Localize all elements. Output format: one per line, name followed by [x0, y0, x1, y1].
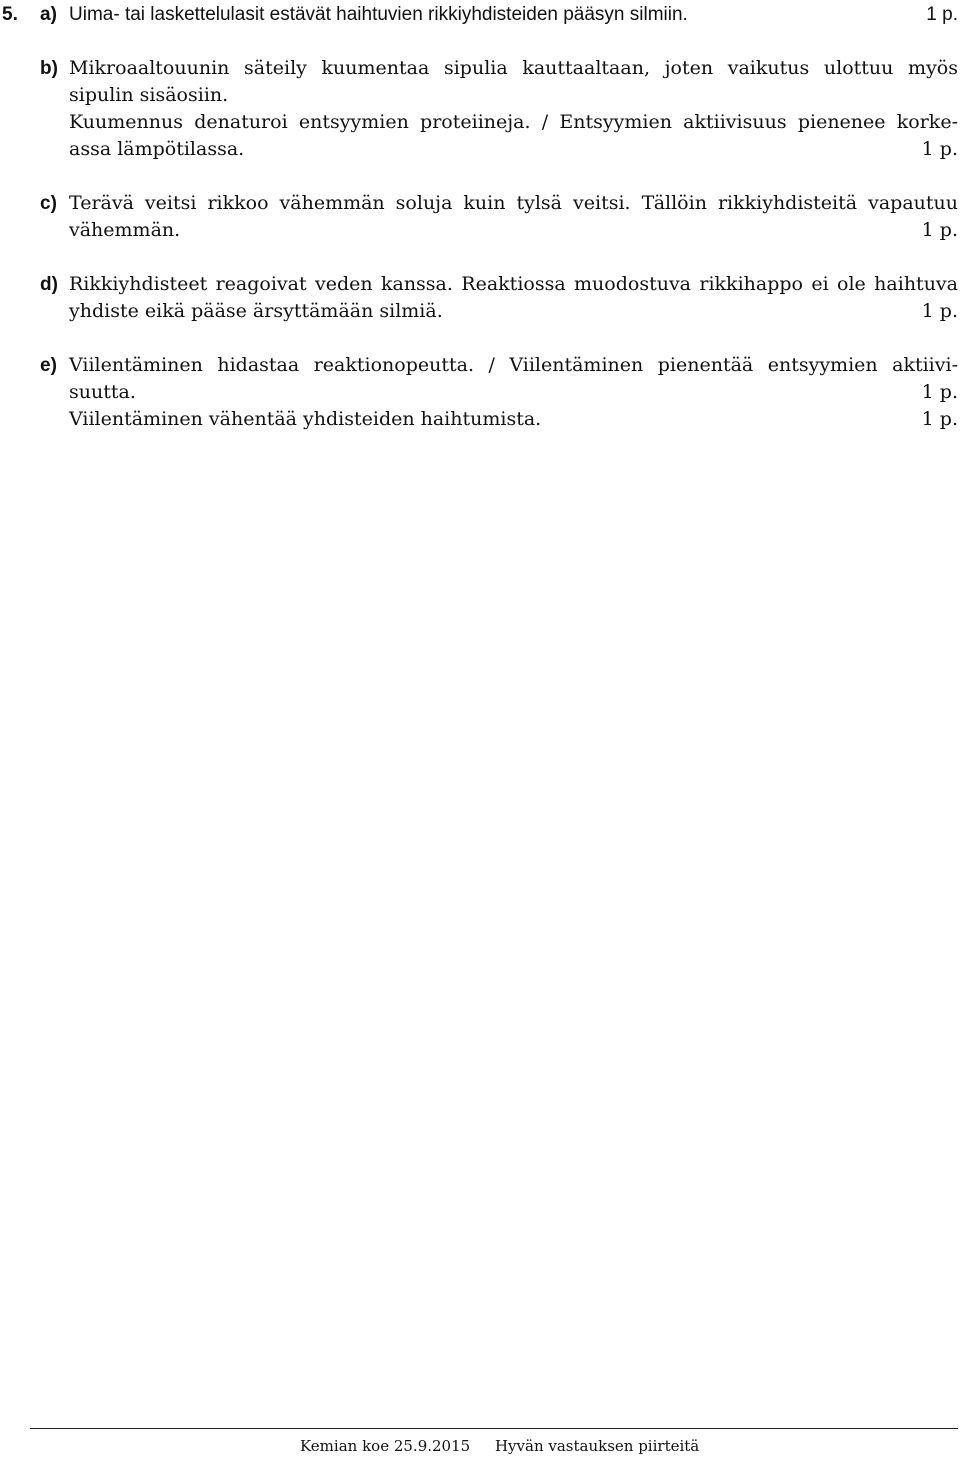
part-b-line-1 [40, 55, 958, 82]
part-e-line-3 [40, 406, 958, 433]
points-label: 1 p. [926, 4, 958, 25]
part-label: e) [40, 355, 57, 376]
points-label: 1 p. [921, 219, 958, 241]
answer-text: Terävä veitsi rikkoo vähemmän soluja kuin tylsä veitsi. Tällöin rikkiyhdisteitä vapautuu [69, 192, 958, 214]
points-label: 1 p. [921, 300, 958, 322]
answer-text: Viilentäminen vähentää yhdisteiden haihtumista. [69, 408, 542, 430]
answer-text: Uima- tai laskettelulasit estävät haihtuvien rikkiyhdisteiden pääsyn silmiin. [69, 4, 688, 25]
answer-text: suutta. [69, 381, 136, 403]
answer-text: Viilentäminen hidastaa reaktionopeutta. / Viilentäminen pienentää entsyymien aktiivi- [69, 354, 958, 376]
footer-document-title: Hyvän vastauksen piirteitä [494, 1437, 700, 1455]
footer-exam-name: Kemian koe 25.9.2015 [300, 1437, 471, 1455]
points-label: 1 p. [921, 408, 958, 430]
answer-text: Kuumennus denaturoi entsyymien proteiineja. / Entsyymien aktiivisuus pienenee korke- [69, 111, 958, 133]
part-d-line-1 [40, 271, 958, 298]
answer-part-c [40, 190, 958, 244]
answer-text: yhdiste eikä pääse ärsyttämään silmiä. [69, 300, 443, 322]
points-label: 1 p. [921, 381, 958, 403]
answer-text: vähemmän. [69, 219, 181, 241]
part-a-line-1 [40, 1, 958, 28]
part-label: a) [40, 4, 57, 25]
answer-text: Mikroaaltouunin säteily kuumentaa sipulia kauttaaltaan, joten vaikutus ulottuu myös [69, 57, 958, 79]
answer-part-b [40, 55, 958, 163]
answer-part-d [40, 271, 958, 325]
answer-text: sipulin sisäosiin. [69, 84, 229, 106]
points-label: 1 p. [921, 138, 958, 160]
part-label: d) [40, 274, 58, 295]
part-label: c) [40, 193, 57, 214]
part-label: b) [40, 58, 58, 79]
part-b-line-4 [40, 136, 958, 163]
part-c-line-2 [40, 217, 958, 244]
part-b-line-2 [40, 82, 958, 109]
part-d-line-2 [40, 298, 958, 325]
question-number: 5. [2, 4, 18, 25]
part-e-line-1 [40, 352, 958, 379]
answer-text: assa lämpötilassa. [69, 138, 245, 160]
page-footer [300, 1436, 699, 1456]
part-b-line-3 [40, 109, 958, 136]
answer-part-e [40, 352, 958, 433]
answer-text: Rikkiyhdisteet reagoivat veden kanssa. Reaktiossa muodostuva rikkihappo ei ole haihtuva [69, 273, 958, 295]
answer-part-a [40, 1, 958, 28]
part-c-line-1 [40, 190, 958, 217]
footer-divider [30, 1428, 958, 1429]
part-e-line-2 [40, 379, 958, 406]
